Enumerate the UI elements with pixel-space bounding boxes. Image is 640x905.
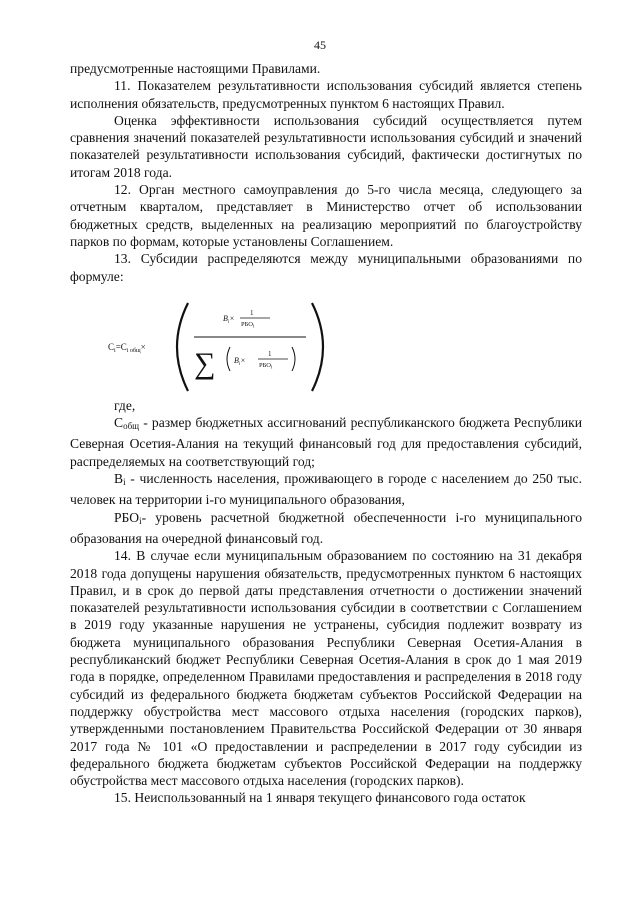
formula-c-general: С	[120, 341, 127, 352]
svg-text:РБОi	[241, 321, 255, 330]
formula-eq: =	[115, 341, 121, 352]
paragraph-continuation: предусмотренные настоящими Правилами.	[70, 61, 321, 76]
paragraph-12: 12. Орган местного самоуправления до 5-го числа месяца, следующего за отчетным кварталом, представляет в Министерство отчет об использовании бюджетных средств, выделенных на реализацию мероприятий по благоустройству парков по формам, которые установлены Соглашением.	[70, 182, 582, 249]
svg-text:Вi×	[223, 314, 235, 325]
num-b: В	[223, 313, 228, 323]
distribution-formula	[70, 285, 582, 397]
paragraph-15: 15. Неиспользованный на 1 января текущего финансового года остаток	[114, 790, 526, 806]
formula-c-general-sub: i общ	[126, 347, 141, 354]
paragraph-11: 11. Показателем результативности использования субсидий является степень исполнения обязательств, предусмотренных пунктом 6 настоящих Правил.	[70, 78, 582, 111]
num-times: ×	[229, 313, 235, 323]
svg-text:Сi=Сi общ×	[108, 342, 146, 354]
where-label: где,	[114, 397, 136, 413]
paragraph-13: 13. Субсидии распределяются между муниципальными образованиями по формуле:	[70, 251, 582, 284]
den-one: 1	[268, 349, 272, 358]
formula-lhs-sub: i	[114, 347, 116, 354]
paragraph-efficiency: Оценка эффективности использования субсидий осуществляется путем сравнения значений показателей результативности использования субсидий и значений показателей результативности использования субсидий, фактически достигнутых по итогам 2018 года.	[70, 112, 582, 180]
num-rbo: РБО	[241, 320, 253, 328]
definition-b: $В_i$ - численность населения, проживающего в городе с населением до 250 тыс. человек на территории i-го муниципального образования,	[70, 471, 582, 508]
svg-text:РБОi	[259, 362, 273, 371]
right-paren-icon	[312, 303, 323, 391]
paragraph-14: 14. В случае если муниципальным образованием по состоянию на 31 декабря 2018 года допущены нарушения обязательств, предусмотренных пунктом 6 настоящих Правил, и в срок до первой даты представления отчетности о достижении значений показателей результативности использования субсидии в соответствии с Соглашением в 2019 году указанные нарушения не устранены, субсидия подлежит возврату из бюджета муниципального образования Республики Северная Осетия-Алания в республиканский бюджет Республики Северная Осетия-Алания в срок до 1 мая 2019 года в порядке, определенном Правилами предоставления и распределения в 2018 году субсидий из федерального бюджета бюджетам субъектов Российской Федерации на поддержку обустройства мест массового отдыха населения (городских парков), утвержденными постановлением Правительства Российской Федерации от 30 января 2017 года № 101 «О предоставлении и распределении в 2017 году субсидии из федерального бюджета бюджетам субъектов Российской Федерации на поддержку обустройства мест массового отдыха населения (городских парков).	[70, 548, 582, 789]
num-b-sub: i	[227, 319, 230, 325]
svg-text:Вi×	[234, 356, 246, 367]
den-b: В	[234, 355, 239, 365]
formula-lhs: С	[108, 341, 115, 352]
sum-icon: ∑	[194, 346, 216, 380]
definition-c-total: $С_{общ}$ - размер бюджетных ассигнований республиканского бюджета Республики Северная Осетия-Алания на текущий финансовый год для предоставления субсидий, распределяемых на соответствующий год;	[70, 415, 582, 469]
document-body	[70, 60, 582, 807]
left-paren-icon	[177, 303, 188, 391]
page-number: 45	[314, 38, 326, 52]
den-b-sub: i	[238, 361, 241, 367]
formula-times: ×	[140, 341, 146, 352]
num-one: 1	[250, 308, 254, 317]
den-times: ×	[240, 355, 246, 365]
num-rbo-sub: i	[253, 324, 255, 330]
den-rbo-sub: i	[271, 365, 273, 371]
den-rbo: РБО	[259, 361, 271, 369]
definition-rbo: $РБО_i-$ уровень расчетной бюджетной обеспеченности i-го муниципального образования на очередной финансовый год.	[70, 509, 582, 546]
formula-svg	[108, 299, 348, 395]
